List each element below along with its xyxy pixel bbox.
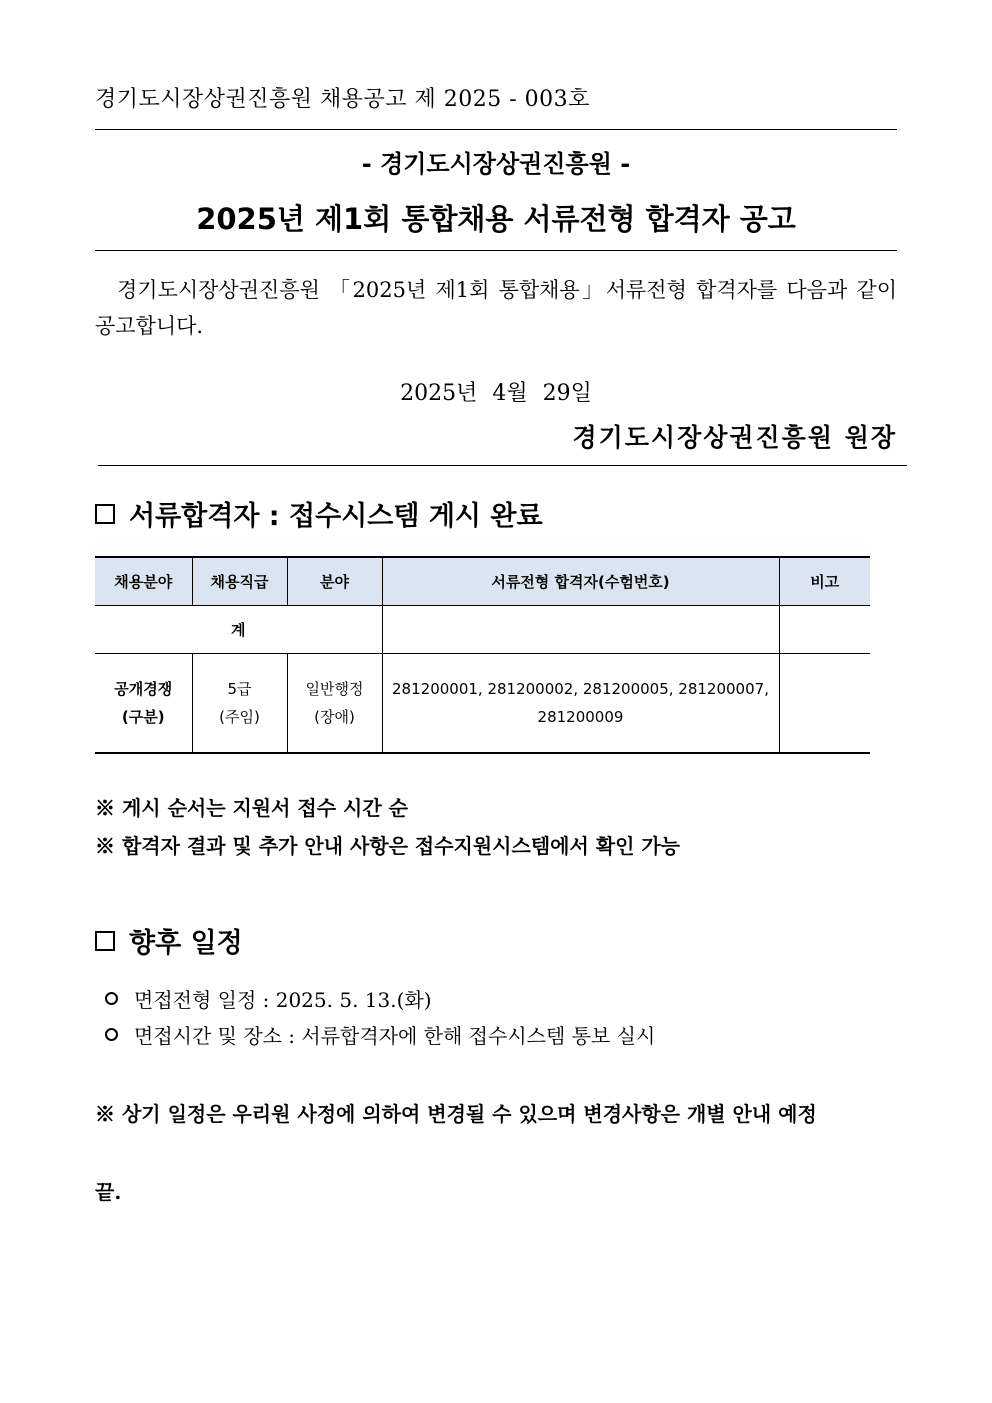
schedule-item (105, 1020, 655, 1049)
area-value: 일반행정 (305, 680, 364, 698)
remarks-cell (779, 654, 870, 754)
table-row (95, 654, 870, 754)
org-title: - 경기도시장상권진흥원 - (361, 150, 631, 178)
table-total-row (95, 606, 870, 654)
total-label: 계 (95, 606, 382, 654)
area-cell (287, 654, 382, 754)
section-title: 향후 일정 (129, 928, 243, 959)
notice-number: 경기도시장상권진흥원 채용공고 제 2025 - 003호 (95, 87, 590, 112)
passers-list: 281200001, 281200002, 281200005, 281200007, (392, 680, 769, 698)
column-header: 분야 (287, 557, 382, 606)
field-sub: (구분) (121, 708, 165, 726)
grade-value: 5급 (227, 680, 252, 698)
column-header: 채용직급 (192, 557, 287, 606)
passers-table (95, 556, 870, 754)
area-sub: (장애) (314, 708, 355, 726)
checkbox-square-icon (95, 931, 115, 951)
passers-cell (382, 654, 779, 754)
field-cell (95, 654, 192, 754)
page-title: 2025년 제1회 통합채용 서류전형 합격자 공고 (196, 202, 796, 236)
note: ※ 합격자 결과 및 추가 안내 사항은 접수지원시스템에서 확인 가능 (95, 834, 680, 858)
intro-text: 경기도시장상권진흥원 「2025년 제1회 통합채용」서류전형 합격자를 다음과 같이 공고합니다. (95, 278, 897, 338)
column-header: 서류전형 합격자(수험번호) (382, 557, 779, 606)
schedule-item-text: 면접시간 및 장소 : 서류합격자에 한해 접수시스템 통보 실시 (134, 1024, 656, 1048)
divider (98, 465, 907, 466)
section-heading-passers (95, 494, 543, 533)
divider (95, 129, 897, 130)
divider (95, 250, 897, 251)
table-header-row (95, 557, 870, 606)
schedule-item-text: 면접전형 일정 : 2025. 5. 13.(화) (134, 988, 432, 1012)
field-value: 공개경쟁 (114, 680, 173, 698)
circle-bullet-icon (105, 1028, 118, 1041)
passers-list: 281200009 (537, 708, 624, 726)
note: ※ 상기 일정은 우리원 사정에 의하여 변경될 수 있으며 변경사항은 개별 안내 예정 (95, 1102, 817, 1126)
announcement-date: 2025년 4월 29일 (400, 381, 592, 406)
schedule-item (105, 984, 432, 1013)
signer: 경기도시장상권진흥원 원장 (572, 423, 897, 452)
column-header: 비고 (779, 557, 870, 606)
grade-sub: (주임) (219, 708, 260, 726)
grade-cell (192, 654, 287, 754)
checkbox-square-icon (95, 504, 115, 524)
circle-bullet-icon (105, 992, 118, 1005)
section-heading-schedule (95, 921, 243, 960)
total-remarks-cell (779, 606, 870, 654)
total-passers-cell (382, 606, 779, 654)
note: ※ 게시 순서는 지원서 접수 시간 순 (95, 796, 408, 820)
column-header: 채용분야 (95, 557, 192, 606)
end-mark: 끝. (95, 1180, 122, 1204)
section-title: 서류합격자 : 접수시스템 게시 완료 (129, 501, 543, 532)
